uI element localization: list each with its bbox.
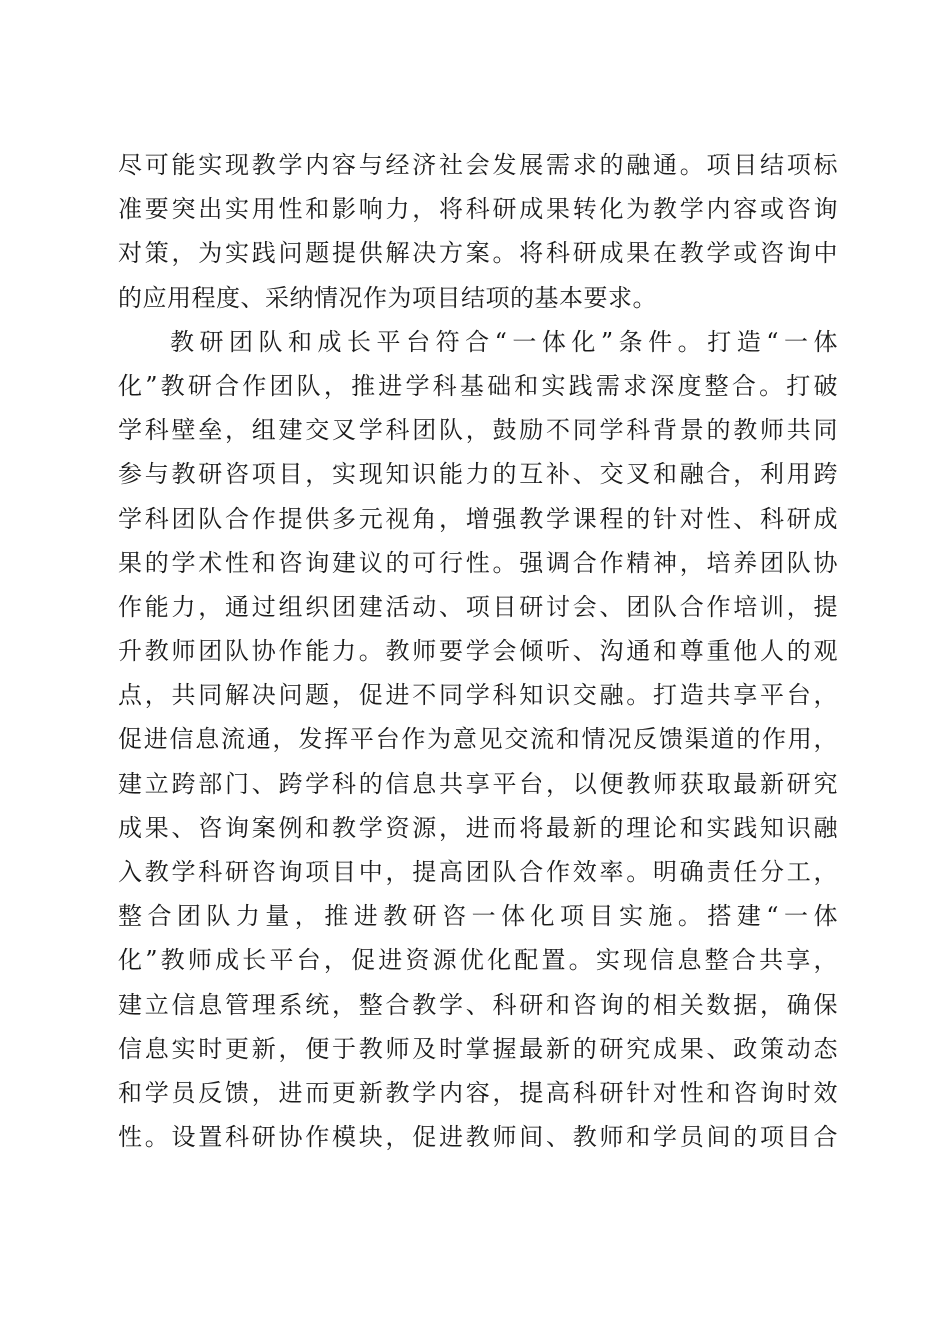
text-line: 准要突出实用性和影响力，将科研成果转化为教学内容或咨询 [118, 195, 838, 224]
text-line: 化”教师成长平台，促进资源优化配置。实现信息整合共享， [118, 946, 838, 975]
paragraph-start-line: 教研团队和成长平台符合“一体化”条件。打造“一体 [170, 327, 838, 356]
text-line: 果的学术性和咨询建议的可行性。强调合作精神，培养团队协 [118, 548, 838, 577]
text-line: 的应用程度、采纳情况作为项目结项的基本要求。 [118, 283, 657, 312]
text-line: 成果、咨询案例和教学资源，进而将最新的理论和实践知识融 [118, 813, 838, 842]
text-line: 性。设置科研协作模块，促进教师间、教师和学员间的项目合 [118, 1123, 838, 1152]
text-line: 参与教研咨项目，实现知识能力的互补、交叉和融合，利用跨 [118, 460, 838, 489]
text-line: 入教学科研咨询项目中，提高团队合作效率。明确责任分工， [118, 858, 838, 886]
text-line: 学科团队合作提供多元视角，增强教学课程的针对性、科研成 [118, 504, 838, 533]
text-line: 建立信息管理系统，整合教学、科研和咨询的相关数据，确保 [118, 990, 838, 1019]
text-line: 促进信息流通，发挥平台作为意见交流和情况反馈渠道的作用， [118, 725, 838, 754]
text-line: 信息实时更新，便于教师及时掌握最新的研究成果、政策动态 [118, 1034, 838, 1063]
text-line: 点，共同解决问题，促进不同学科知识交融。打造共享平台， [118, 681, 838, 710]
text-line: 整合团队力量，推进教研咨一体化项目实施。搭建“一体 [118, 902, 838, 931]
text-line: 对策，为实践问题提供解决方案。将科研成果在教学或咨询中 [118, 239, 838, 268]
text-line: 学科壁垒，组建交叉学科团队，鼓励不同学科背景的教师共同 [118, 416, 838, 445]
text-line: 化”教研合作团队，推进学科基础和实践需求深度整合。打破 [118, 371, 838, 400]
text-line: 升教师团队协作能力。教师要学会倾听、沟通和尊重他人的观 [118, 637, 838, 666]
text-line: 建立跨部门、跨学科的信息共享平台，以便教师获取最新研究 [118, 769, 838, 798]
body-text [118, 143, 838, 1159]
text-line: 和学员反馈，进而更新教学内容，提高科研针对性和咨询时效 [118, 1078, 838, 1107]
text-line: 作能力，通过组织团建活动、项目研讨会、团队合作培训，提 [118, 592, 838, 621]
text-line: 尽可能实现教学内容与经济社会发展需求的融通。项目结项标 [118, 151, 838, 179]
